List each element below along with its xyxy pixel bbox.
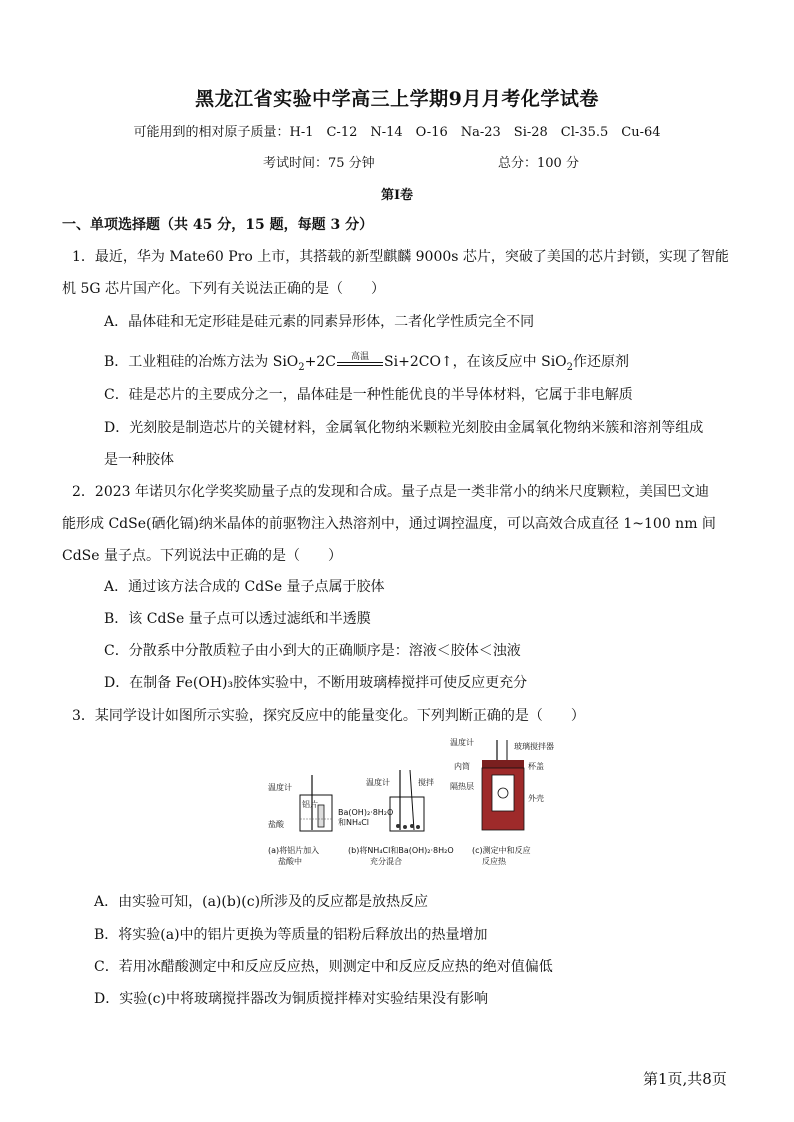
q3-option-b: B．将实验(a)中的铝片更换为等质量的铝粉后释放出的热量增加 bbox=[94, 927, 488, 943]
crystal-dot bbox=[403, 825, 407, 829]
exam-time: 考试时间：75 分钟 bbox=[263, 156, 375, 171]
q3-option-d: D．实验(c)中将玻璃搅拌器改为铜质搅拌棒对实验结果没有影响 bbox=[94, 991, 488, 1007]
q1-option-d-line2: 是一种胶体 bbox=[104, 452, 174, 468]
q1-option-d-line1: D．光刻胶是制造芯片的关键材料，金属氧化物纳米颗粒光刻胶由金属氧化物纳米簇和溶剂等组成 bbox=[104, 420, 704, 436]
label-c-inner: 内筒 bbox=[454, 762, 470, 771]
q2-stem-line1: 2．2023 年诺贝尔化学奖奖励量子点的发现和合成。量子点是一类非常小的纳米尺度颗粒，美国巴文迪 bbox=[72, 484, 709, 500]
experiment-figure bbox=[260, 735, 560, 875]
label-b-reagent2: 和NH₄Cl bbox=[338, 818, 370, 827]
q1-b-text-end: 作还原剂 bbox=[573, 354, 630, 370]
apparatus-b bbox=[338, 770, 454, 866]
apparatus-c bbox=[450, 737, 554, 866]
reaction-condition-label: 高温 bbox=[351, 352, 370, 362]
reaction-condition-arrow bbox=[336, 352, 384, 369]
q2-option-b: B．该 CdSe 量子点可以透过滤纸和半透膜 bbox=[104, 611, 371, 627]
q3-option-c: C．若用冰醋酸测定中和反应反应热，则测定中和反应反应热的绝对值偏低 bbox=[94, 959, 553, 975]
q1-option-b bbox=[104, 351, 629, 373]
exam-title: 黑龙江省实验中学高三上学期9月月考化学试卷 bbox=[195, 88, 599, 110]
q1-option-a: A．晶体硅和无定形硅是硅元素的同素异形体，二者化学性质完全不同 bbox=[104, 314, 535, 330]
q2-option-a: A．通过该方法合成的 CdSe 量子点属于胶体 bbox=[104, 579, 385, 595]
q1-b-text-mid: +2C bbox=[304, 354, 337, 370]
q2-option-d: D．在制备 Fe(OH)₃胶体实验中，不断用玻璃棒搅拌可使反应更充分 bbox=[104, 675, 528, 691]
label-c-shell: 外壳 bbox=[528, 794, 544, 803]
inner-cup-icon bbox=[492, 775, 514, 811]
label-a-aluminum: 铝片 bbox=[302, 800, 318, 809]
stir-rod-icon bbox=[410, 770, 414, 830]
q1-b-text-post: Si+2CO↑，在该反应中 SiO bbox=[384, 354, 567, 370]
q1-option-c: C．硅是芯片的主要成分之一，晶体硅是一种性能优良的半导体材料，它属于非电解质 bbox=[104, 387, 633, 403]
caption-a-line1: (a)将铝片加入 bbox=[268, 846, 320, 855]
page-number: 第1页,共8页 bbox=[643, 1070, 727, 1088]
equals-sign bbox=[337, 362, 383, 366]
label-b-reagent1: Ba(OH)₂·8H₂O bbox=[338, 808, 394, 817]
atomic-masses-line: 可能用到的相对原子质量：H-1 C-12 N-14 O-16 Na-23 Si-28 Cl-35.5 Cu-64 bbox=[133, 125, 661, 140]
q1-b-sub1: 2 bbox=[298, 361, 305, 373]
caption-c-line1: (c)测定中和反应 bbox=[472, 846, 531, 855]
label-b-thermometer: 温度计 bbox=[366, 778, 390, 787]
aluminum-strip-icon bbox=[318, 805, 324, 827]
label-c-thermometer: 温度计 bbox=[450, 738, 474, 747]
q3-stem: 3．某同学设计如图所示实验，探究反应中的能量变化。下列判断正确的是（ ） bbox=[72, 708, 585, 724]
crystal-dot bbox=[396, 824, 400, 828]
label-a-acid: 盐酸 bbox=[268, 820, 284, 829]
caption-b-line2: 充分混合 bbox=[370, 857, 402, 866]
caption-b-line1: (b)将NH₄Cl和Ba(OH)₂·8H₂O bbox=[348, 846, 454, 855]
label-b-stir: 搅拌 bbox=[418, 778, 434, 787]
crystal-dot bbox=[416, 825, 420, 829]
label-c-lid: 杯盖 bbox=[528, 762, 544, 771]
label-c-stirrer: 玻璃搅拌器 bbox=[514, 742, 554, 751]
total-score: 总分：100 分 bbox=[498, 156, 579, 171]
section-title: 一、单项选择题（共 45 分，15 题，每题 3 分） bbox=[62, 217, 374, 233]
caption-c-line2: 反应热 bbox=[482, 857, 506, 866]
crystal-dot bbox=[410, 824, 414, 828]
q1-stem-line1: 1．最近，华为 Mate60 Pro 上市，其搭载的新型麒麟 9000s 芯片，突破了美国的芯片封锁，实现了智能 bbox=[72, 249, 729, 265]
q1-b-sub2: 2 bbox=[566, 361, 574, 373]
caption-a-line2: 盐酸中 bbox=[278, 857, 302, 866]
q2-stem-line3: CdSe 量子点。下列说法中正确的是（ ） bbox=[62, 548, 342, 564]
q3-option-a: A．由实验可知，(a)(b)(c)所涉及的反应都是放热反应 bbox=[94, 894, 429, 910]
q1-stem-line2: 机 5G 芯片国产化。下列有关说法正确的是（ ） bbox=[62, 281, 385, 297]
cup-lid-icon bbox=[482, 760, 524, 768]
apparatus-a bbox=[268, 775, 332, 866]
part-heading: 第Ⅰ卷 bbox=[380, 188, 414, 203]
label-c-insulation: 隔热层 bbox=[450, 782, 474, 791]
label-a-thermometer: 温度计 bbox=[268, 783, 292, 792]
q2-stem-line2: 能形成 CdSe(硒化镉)纳米晶体的前驱物注入热溶剂中，通过调控温度，可以高效合成直径 1~100 nm 间 bbox=[62, 516, 716, 532]
q1-b-text-pre: B．工业粗硅的冶炼方法为 SiO bbox=[104, 354, 299, 370]
q2-option-c: C．分散系中分散质粒子由小到大的正确顺序是：溶液＜胶体＜浊液 bbox=[104, 643, 521, 659]
